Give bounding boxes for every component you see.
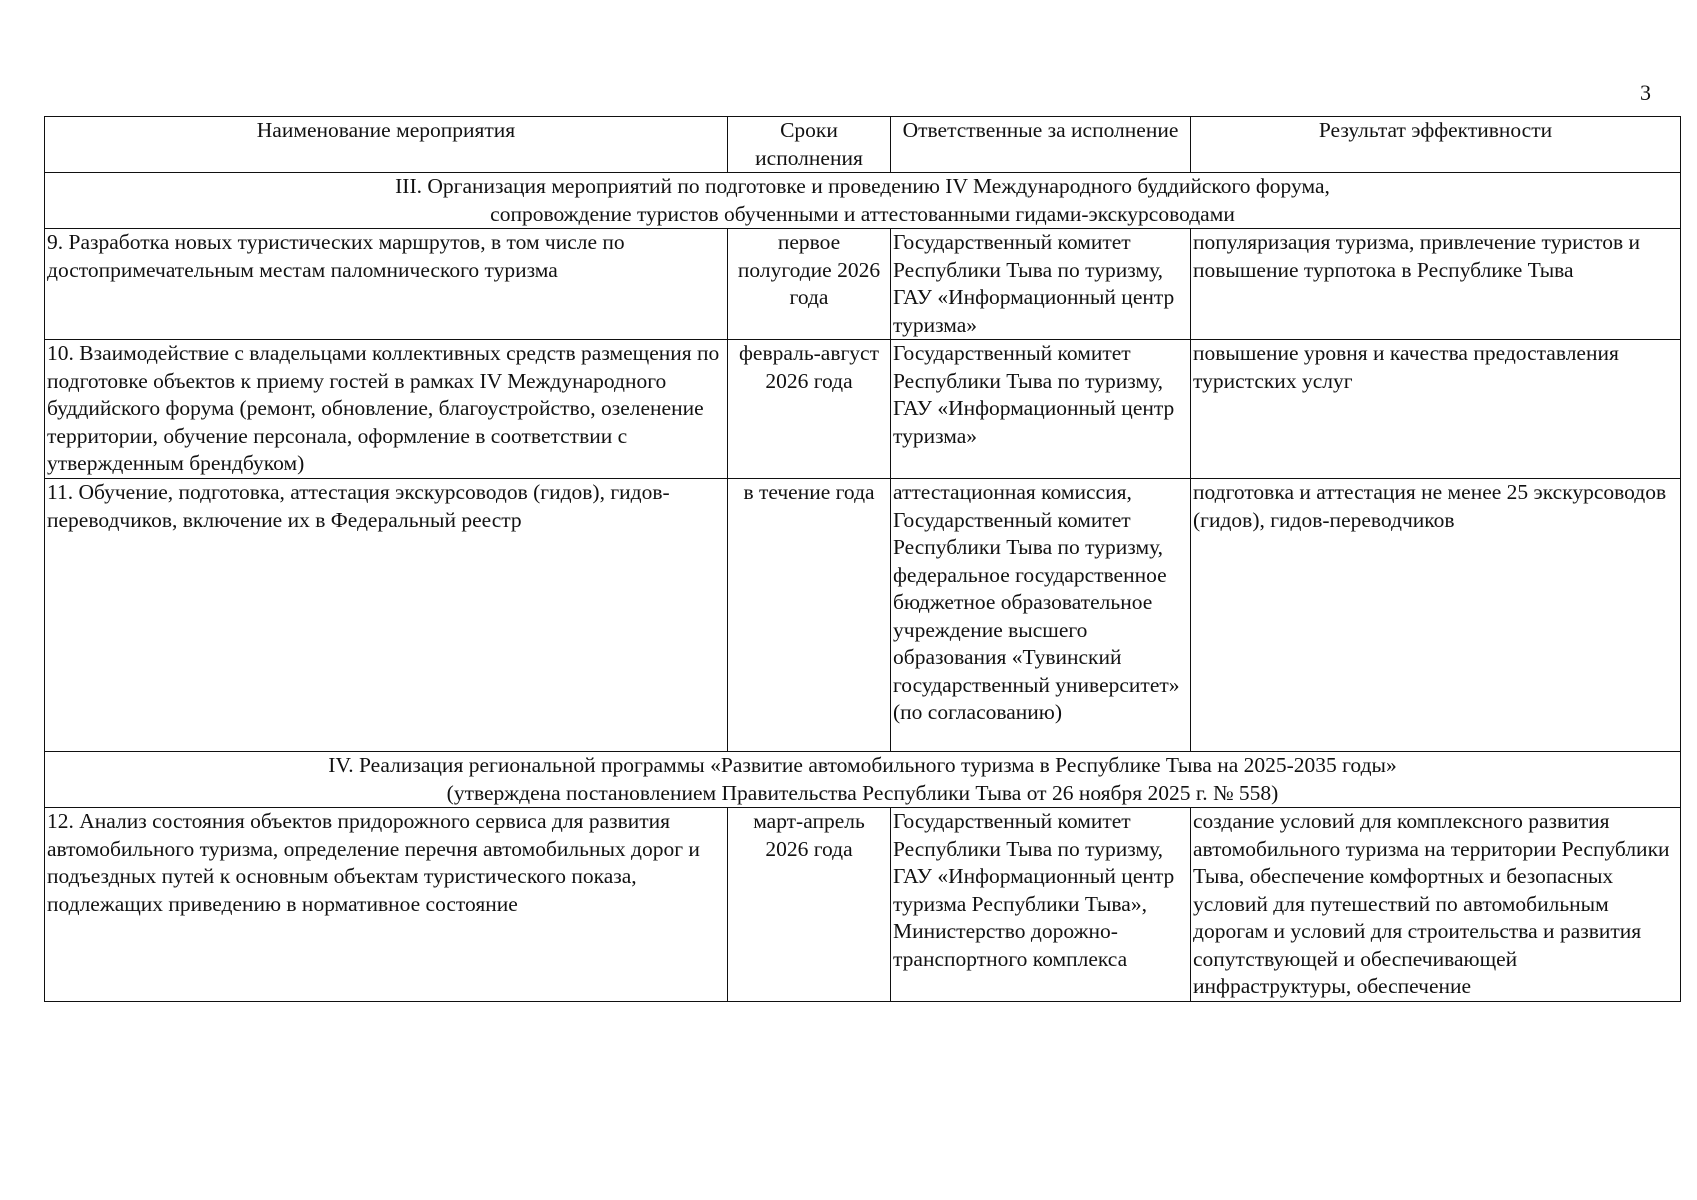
section-title [45,173,1681,229]
table-row [45,340,1681,479]
table-row [45,229,1681,340]
section-title [45,752,1681,808]
measure-name: 11. Обучение, подготовка, аттестация экскурсоводов (гидов), гидов-переводчиков, включение их в Федеральный реестр [45,479,728,752]
page-number: 3 [1640,80,1651,105]
measure-responsible: аттестационная комиссия, Государственный комитет Республики Тыва по туризму, федеральное государственное бюджетное образовательное учреждение высшего образования «Тувинский государственный университет» (по согласованию) [891,479,1191,752]
measure-result: подготовка и аттестация не менее 25 экскурсоводов (гидов), гидов-переводчиков [1191,479,1681,752]
measure-responsible: Государственный комитет Республики Тыва по туризму, ГАУ «Информационный центр туризма Республики Тыва», Министерство дорожно-транспортного комплекса [891,808,1191,1002]
measure-name: 10. Взаимодействие с владельцами коллективных средств размещения по подготовке объектов к приему гостей в рамках IV Международного буддийского форума (ремонт, обновление, благоустройство, озеленение территории, обучение персонала, оформление в соответствии с утвержденным брендбуком) [45,340,728,479]
table-row [45,479,1681,752]
section-title-line: IV. Реализация региональной программы «Развитие автомобильного туризма в Республике Тыва на 2025-2035 годы» [328,753,1397,777]
section-header [45,752,1681,808]
section-title-line: (утверждена постановлением Правительства Республики Тыва от 26 ноября 2025 г. № 558) [446,780,1279,805]
measure-deadline: март-апрель 2026 года [728,808,891,1002]
section-title-line: сопровождение туристов обученными и аттестованными гидами-экскурсоводами [490,201,1235,226]
measure-responsible: Государственный комитет Республики Тыва по туризму, ГАУ «Информационный центр туризма» [891,340,1191,479]
measure-deadline: первое полугодие 2026 года [728,229,891,340]
measure-result: популяризация туризма, привлечение туристов и повышение турпотока в Республике Тыва [1191,229,1681,340]
measure-responsible: Государственный комитет Республики Тыва по туризму, ГАУ «Информационный центр туризма» [891,229,1191,340]
column-header-responsible: Ответственные за исполнение [891,117,1191,173]
measure-result: повышение уровня и качества предоставления туристских услуг [1191,340,1681,479]
table-row [45,808,1681,1002]
column-header-deadline: Сроки исполнения [728,117,891,173]
measure-name: 9. Разработка новых туристических маршрутов, в том числе по достопримечательным местам паломнического туризма [45,229,728,340]
measure-result: создание условий для комплексного развития автомобильного туризма на территории Республики Тыва, обеспечение комфортных и безопасных условий для путешествий по автомобильным дорогам и условий для строительства и развития сопутствующей и обеспечивающей инфраструктуры, обеспечение [1191,808,1681,1002]
measure-deadline: в течение года [728,479,891,752]
measure-name: 12. Анализ состояния объектов придорожного сервиса для развития автомобильного туризма, определение перечня автомобильных дорог и подъездных путей к основным объектам туристического показа, подлежащих приведению в нормативное состояние [45,808,728,1002]
column-header-result: Результат эффективности [1191,117,1681,173]
section-header [45,173,1681,229]
measure-deadline: февраль-август 2026 года [728,340,891,479]
section-title-line: III. Организация мероприятий по подготовке и проведению IV Международного буддийского форума, [395,174,1330,198]
column-header-name: Наименование мероприятия [45,117,728,173]
measures-table [44,116,1681,1002]
table-header-row [45,117,1681,173]
